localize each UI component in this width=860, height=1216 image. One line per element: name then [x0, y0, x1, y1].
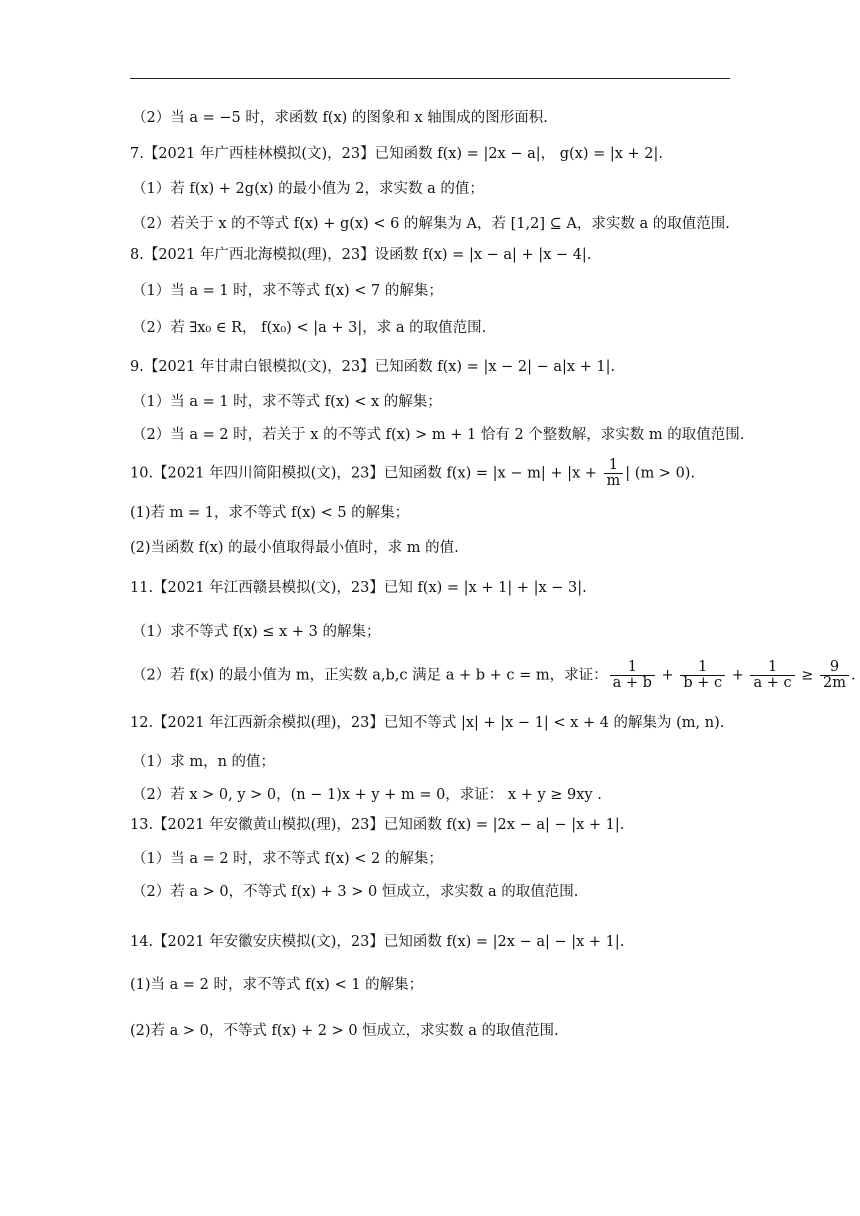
q11-part2 — [132, 660, 856, 691]
q12-part2: （2）若 x > 0, y > 0，(n − 1)x + y + m = 0，求证： x + y ≥ 9xy . — [132, 787, 602, 803]
q14-part1: (1)当 a = 2 时，求不等式 f(x) < 1 的解集； — [130, 977, 424, 993]
q11-heading: 11.【2021 年江西赣县模拟(文)，23】已知 f(x) = |x + 1| + |x − 3|. — [130, 580, 587, 596]
q10-heading — [130, 458, 695, 489]
q8-heading: 8.【2021 年广西北海模拟(理)，23】设函数 f(x) = |x − a| + |x − 4|. — [130, 247, 592, 263]
q13-part2: （2）若 a > 0，不等式 f(x) + 3 > 0 恒成立，求实数 a 的取值范围. — [132, 884, 579, 900]
q13-part1: （1）当 a = 2 时，求不等式 f(x) < 2 的解集； — [132, 851, 443, 867]
q12-part1: （1）求 m，n 的值； — [132, 754, 276, 770]
q11-part1: （1）求不等式 f(x) ≤ x + 3 的解集； — [132, 624, 381, 640]
fraction-1-over-b-plus-c — [680, 660, 725, 691]
q10-fraction-numerator: 1 — [604, 458, 624, 474]
q7-part2: （2）若关于 x 的不等式 f(x) + g(x) < 6 的解集为 A，若 [1,2] ⊆ A，求实数 a 的取值范围. — [132, 216, 730, 232]
q9-part2: （2）当 a = 2 时，若关于 x 的不等式 f(x) > m + 1 恰有 2 个整数解，求实数 m 的取值范围. — [132, 427, 745, 443]
q12-heading: 12.【2021 年江西新余模拟(理)，23】已知不等式 |x| + |x − 1| < x + 4 的解集为 (m, n). — [130, 715, 725, 731]
q10-fraction-denominator: m — [606, 473, 621, 489]
q9-heading: 9.【2021 年甘肃白银模拟(文)，23】已知函数 f(x) = |x − 2| − a|x + 1|. — [130, 359, 616, 375]
header-rule — [130, 78, 730, 79]
q10-heading-text: 10.【2021 年四川简阳模拟(文)，23】已知函数 f(x) = |x − m| + |x + — [130, 465, 602, 482]
q11-part2-text: （2）若 f(x) 的最小值为 m，正实数 a,b,c 满足 a + b + c = m，求证： — [132, 667, 608, 684]
q10-part1: (1)若 m = 1，求不等式 f(x) < 5 的解集； — [130, 505, 410, 521]
fraction-numerator: 1 — [750, 660, 794, 676]
q8-part1: （1）当 a = 1 时，求不等式 f(x) < 7 的解集； — [132, 283, 443, 299]
fraction-denominator: a + b — [612, 675, 652, 691]
q9-part1: （1）当 a = 1 时，求不等式 f(x) < x 的解集； — [132, 394, 442, 410]
q10-fraction — [604, 458, 624, 489]
q6-part2: （2）当 a = −5 时，求函数 f(x) 的图象和 x 轴围成的图形面积. — [132, 110, 548, 126]
fraction-denominator: b + c — [683, 675, 723, 691]
plus-sign: + — [727, 667, 749, 684]
q8-part2: （2）若 ∃x₀ ∈ R， f(x₀) < |a + 3|，求 a 的取值范围. — [132, 320, 487, 336]
plus-sign: + — [656, 667, 679, 684]
ge-sign: ≥ — [796, 667, 818, 684]
q7-heading: 7.【2021 年广西桂林模拟(文)，23】已知函数 f(x) = |2x − a|， g(x) = |x + 2|. — [130, 146, 664, 162]
q13-heading: 13.【2021 年安徽黄山模拟(理)，23】已知函数 f(x) = |2x − a| − |x + 1|. — [130, 817, 625, 833]
fraction-numerator: 1 — [610, 660, 655, 676]
fraction-numerator: 9 — [820, 660, 849, 676]
q14-heading: 14.【2021 年安徽安庆模拟(文)，23】已知函数 f(x) = |2x − a| − |x + 1|. — [130, 934, 625, 950]
q7-part1: （1）若 f(x) + 2g(x) 的最小值为 2，求实数 a 的值； — [132, 181, 484, 197]
period: . — [850, 667, 856, 684]
q10-part2: (2)当函数 f(x) 的最小值取得最小值时，求 m 的值. — [130, 540, 459, 556]
fraction-9-over-2m — [820, 660, 849, 691]
fraction-denominator: a + c — [753, 675, 792, 691]
fraction-1-over-a-plus-c — [750, 660, 794, 691]
q14-part2: (2)若 a > 0，不等式 f(x) + 2 > 0 恒成立，求实数 a 的取值范围. — [130, 1023, 559, 1039]
q10-heading-tail: | (m > 0). — [625, 465, 696, 482]
fraction-1-over-a-plus-b — [610, 660, 655, 691]
fraction-numerator: 1 — [680, 660, 725, 676]
fraction-denominator: 2m — [823, 675, 846, 691]
